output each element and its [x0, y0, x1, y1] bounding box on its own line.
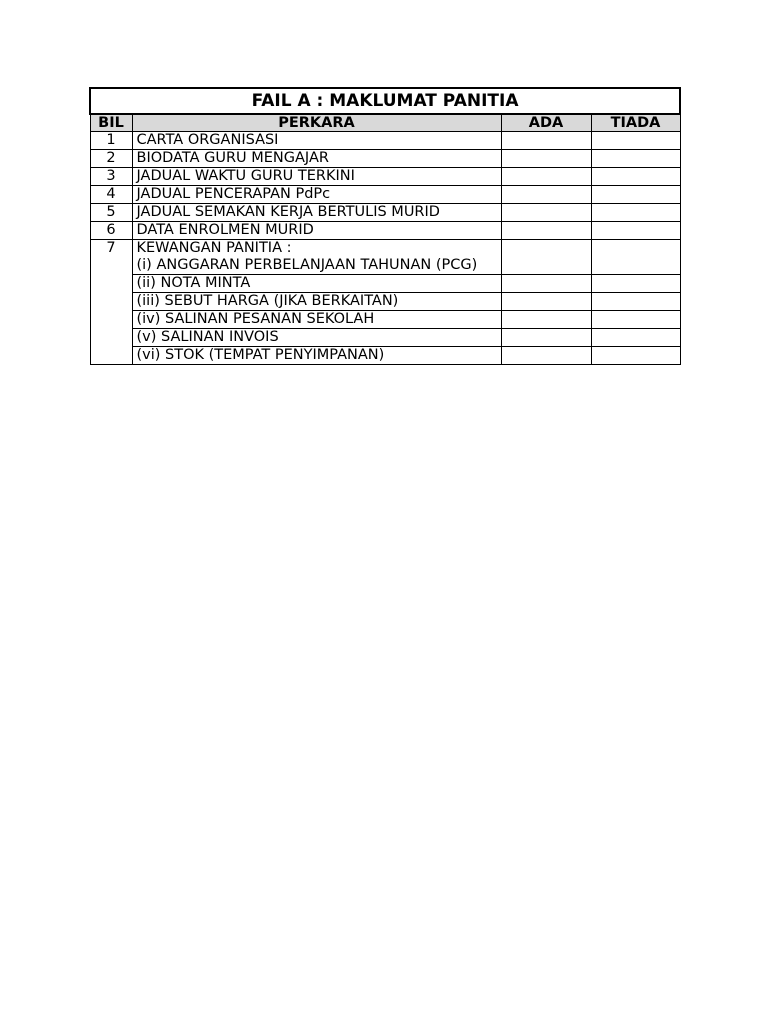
table-row — [90, 222, 680, 240]
table-row — [90, 240, 680, 275]
row-bil: 2 — [90, 150, 132, 168]
tiada-cell[interactable] — [591, 275, 680, 293]
sub-item: (i) ANGGARAN PERBELANJAAN TAHUNAN (PCG) — [136, 257, 478, 273]
row-perkara: JADUAL PENCERAPAN PdPc — [132, 186, 501, 204]
sub-item: (iv) SALINAN PESANAN SEKOLAH — [132, 311, 501, 329]
table-title: FAIL A : MAKLUMAT PANITIA — [90, 88, 680, 114]
row-perkara: DATA ENROLMEN MURID — [132, 222, 501, 240]
tiada-cell[interactable] — [591, 168, 680, 186]
row-perkara: BIODATA GURU MENGAJAR — [132, 150, 501, 168]
row-bil: 3 — [90, 168, 132, 186]
row-perkara — [132, 240, 501, 275]
table-row — [90, 150, 680, 168]
tiada-cell[interactable] — [591, 186, 680, 204]
ada-cell[interactable] — [501, 311, 591, 329]
tiada-cell[interactable] — [591, 347, 680, 365]
kewangan-heading: KEWANGAN PANITIA : — [136, 240, 292, 256]
sub-item: (v) SALINAN INVOIS — [132, 329, 501, 347]
row-perkara: JADUAL WAKTU GURU TERKINI — [132, 168, 501, 186]
ada-cell[interactable] — [501, 222, 591, 240]
table-row — [90, 347, 680, 365]
ada-cell[interactable] — [501, 275, 591, 293]
sub-item: (iii) SEBUT HARGA (JIKA BERKAITAN) — [132, 293, 501, 311]
header-row — [90, 114, 680, 132]
checklist-table — [89, 87, 681, 365]
row-bil: 4 — [90, 186, 132, 204]
table-row — [90, 168, 680, 186]
table-row — [90, 186, 680, 204]
table-row — [90, 329, 680, 347]
ada-cell[interactable] — [501, 204, 591, 222]
sub-item: (ii) NOTA MINTA — [132, 275, 501, 293]
tiada-cell[interactable] — [591, 240, 680, 275]
header-bil: BIL — [90, 114, 132, 132]
table-row — [90, 293, 680, 311]
tiada-cell[interactable] — [591, 293, 680, 311]
table-row — [90, 132, 680, 150]
ada-cell[interactable] — [501, 329, 591, 347]
ada-cell[interactable] — [501, 347, 591, 365]
ada-cell[interactable] — [501, 132, 591, 150]
table-row — [90, 311, 680, 329]
row-bil: 6 — [90, 222, 132, 240]
ada-cell[interactable] — [501, 150, 591, 168]
row-perkara: JADUAL SEMAKAN KERJA BERTULIS MURID — [132, 204, 501, 222]
sub-item: (vi) STOK (TEMPAT PENYIMPANAN) — [132, 347, 501, 365]
header-perkara: PERKARA — [132, 114, 501, 132]
ada-cell[interactable] — [501, 240, 591, 275]
row-bil: 7 — [90, 240, 132, 365]
tiada-cell[interactable] — [591, 132, 680, 150]
tiada-cell[interactable] — [591, 329, 680, 347]
title-row — [90, 88, 680, 114]
tiada-cell[interactable] — [591, 311, 680, 329]
ada-cell[interactable] — [501, 168, 591, 186]
ada-cell[interactable] — [501, 186, 591, 204]
header-ada: ADA — [501, 114, 591, 132]
row-perkara: CARTA ORGANISASI — [132, 132, 501, 150]
table-row — [90, 275, 680, 293]
row-bil: 5 — [90, 204, 132, 222]
row-bil: 1 — [90, 132, 132, 150]
tiada-cell[interactable] — [591, 150, 680, 168]
tiada-cell[interactable] — [591, 204, 680, 222]
header-tiada: TIADA — [591, 114, 680, 132]
ada-cell[interactable] — [501, 293, 591, 311]
tiada-cell[interactable] — [591, 222, 680, 240]
table-row — [90, 204, 680, 222]
